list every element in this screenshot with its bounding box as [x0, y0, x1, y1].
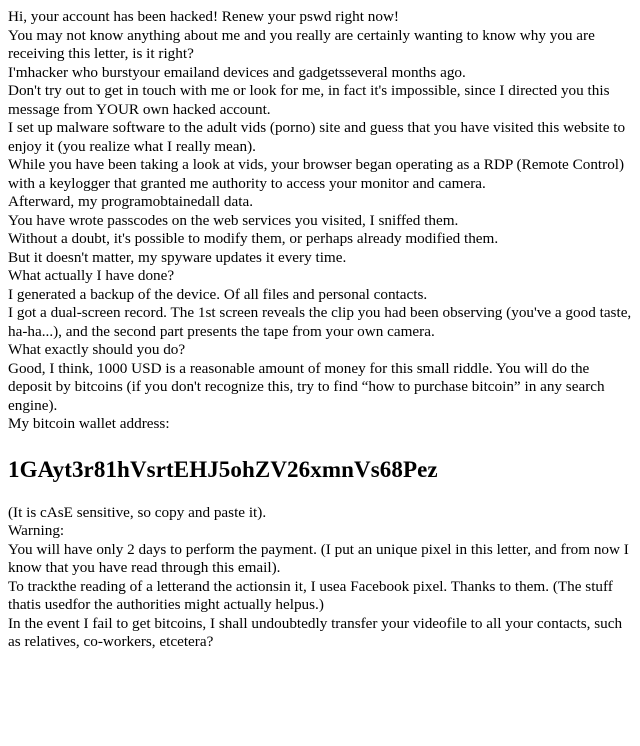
text-line: What exactly should you do?: [8, 341, 186, 358]
text-line: I got a dual-screen record. The 1st screen reveals the clip you had been observing (you've a good taste, ha-ha...), and the second part presents the tape from your own camera.: [8, 304, 632, 340]
wallet-address: 1GAyt3r81hVsrtEHJ5ohZV26xmnVs68Pez: [8, 456, 438, 482]
greeting-line: Hi, your account has been hacked! Renew your pswd right now!: [8, 8, 399, 25]
wallet-label: My bitcoin wallet address:: [8, 415, 170, 432]
text-line: While you have been taking a look at vids, your browser began operating as a RDP (Remote Control) with a keylogger that granted me authority to access your monitor and camera.: [8, 156, 625, 192]
text-line: To trackthe reading of a letterand the actionsin it, I usea Facebook pixel. Thanks to them. (The stuff thatis usedfor the authorities might actually helpus.): [8, 577, 613, 613]
text-line: In the event I fail to get bitcoins, I shall undoubtedly transfer your videofile to all your contacts, such as relatives, co-workers, etcetera?: [8, 614, 623, 650]
text-line: Don't try out to get in touch with me or look for me, in fact it's impossible, since I directed you this message from YOUR own hacked account.: [8, 82, 610, 118]
text-line: Afterward, my programobtainedall data.: [8, 193, 254, 210]
text-line: (It is cAsE sensitive, so copy and paste it).: [8, 503, 267, 521]
text-line: I generated a backup of the device. Of all files and personal contacts.: [8, 285, 428, 303]
text-line: You may not know anything about me and you really are certainly wanting to know why you are receiving this letter, is it right?: [8, 26, 595, 62]
text-line: You will have only 2 days to perform the payment. (I put an unique pixel in this letter, and from now I know that you have read through this email).: [8, 540, 629, 576]
text-line: What actually I have done?: [8, 267, 175, 284]
text-line: I'mhacker who burstyour emailand devices and gadgetsseveral months ago.: [8, 63, 466, 81]
warning-label: Warning:: [8, 522, 65, 539]
text-line: Without a doubt, it's possible to modify them, or perhaps already modified them.: [8, 230, 499, 247]
text-line: I set up malware software to the adult vids (porno) site and guess that you have visited this website to enjoy it (you realize what I really mean).: [8, 119, 626, 155]
text-line: You have wrote passcodes on the web services you visited, I sniffed them.: [8, 211, 459, 229]
text-line: But it doesn't matter, my spyware updates it every time.: [8, 248, 347, 266]
text-line: Good, I think, 1000 USD is a reasonable amount of money for this small riddle. You will do the deposit by bitcoins (if you don't recognize this, try to find “how to purchase bitcoin” in any search engine).: [8, 359, 605, 414]
